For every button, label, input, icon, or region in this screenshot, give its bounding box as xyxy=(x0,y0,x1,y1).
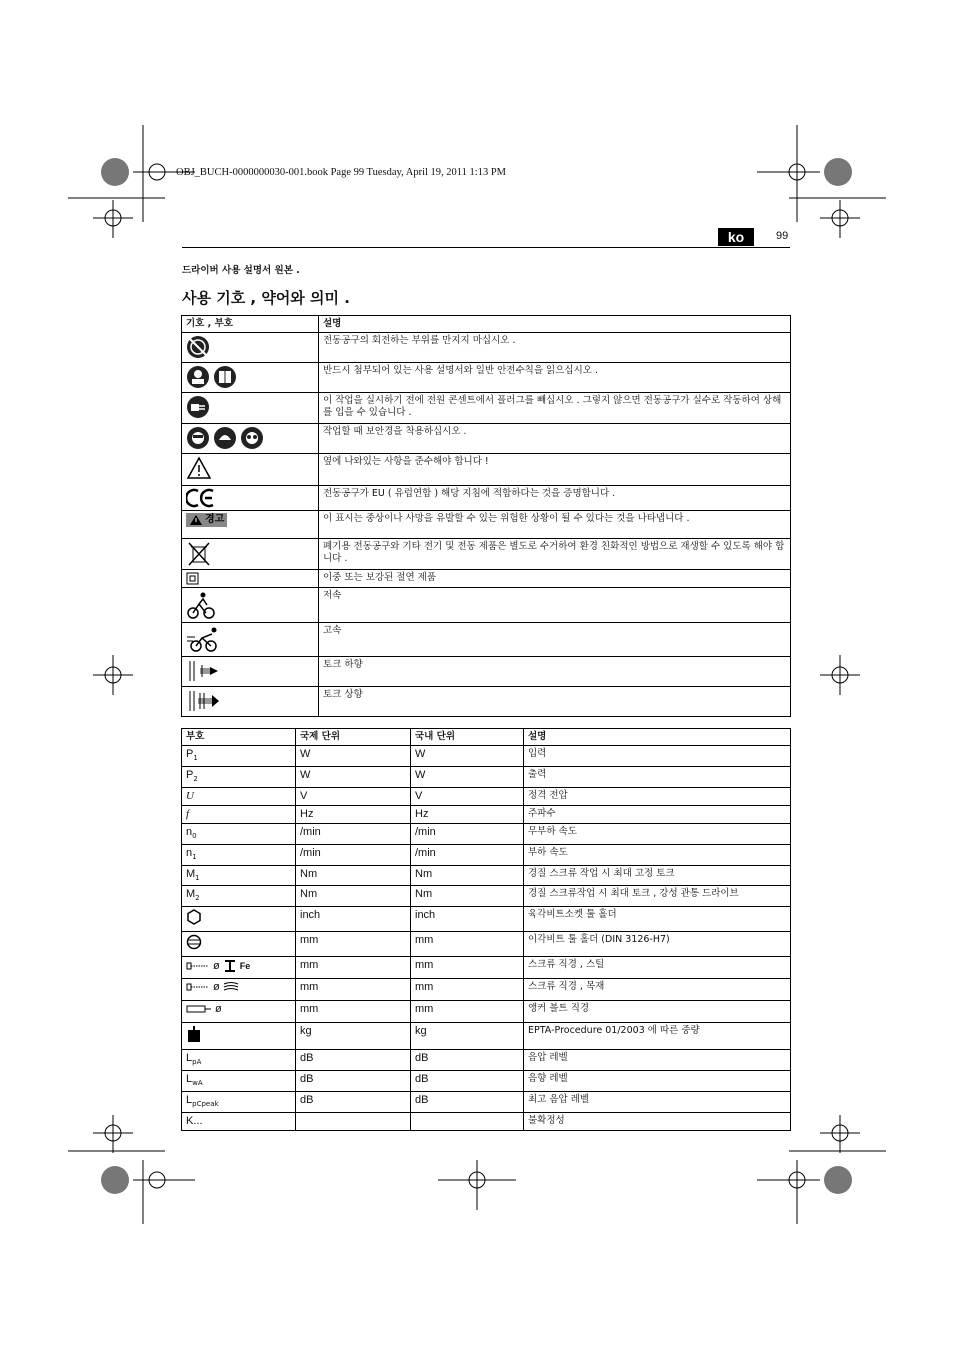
unit-symbol: L xyxy=(186,1052,193,1065)
double-insulation-icon xyxy=(186,572,314,585)
row-desc: 이각비트 툴 홀더 (DIN 3126-H7) xyxy=(524,932,791,957)
unit-symbol: L xyxy=(186,1094,193,1107)
table-header-row xyxy=(182,316,791,333)
header-rule xyxy=(182,247,790,248)
table-row xyxy=(182,766,791,787)
table-row xyxy=(182,844,791,865)
local-unit: Nm xyxy=(411,865,524,886)
si-unit: /min xyxy=(296,844,411,865)
section-heading: 사용 기호 , 약어와 의미 . xyxy=(182,289,350,307)
row-desc: 육각비트소켓 툴 홀더 xyxy=(524,907,791,932)
warning-triangle-icon xyxy=(186,456,314,480)
table-row xyxy=(182,1071,791,1092)
local-unit: inch xyxy=(411,907,524,932)
col-desc-header: 설명 xyxy=(319,316,791,333)
local-unit: mm xyxy=(411,1001,524,1023)
table-row xyxy=(182,979,791,1001)
local-unit: W xyxy=(411,766,524,787)
col-symbol-header: 부호 xyxy=(182,729,296,746)
hex-socket-icon xyxy=(186,909,202,925)
unit-subscript: 1 xyxy=(192,852,197,861)
local-unit: dB xyxy=(411,1092,524,1113)
row-desc: 무부하 속도 xyxy=(524,823,791,844)
si-unit: mm xyxy=(296,932,411,957)
table-row xyxy=(182,657,791,687)
unit-subscript: pCpeak xyxy=(192,1100,219,1109)
local-unit xyxy=(411,1113,524,1131)
weight-icon xyxy=(186,1025,202,1043)
si-unit: W xyxy=(296,766,411,787)
units-table xyxy=(181,728,791,1131)
unit-subscript: 1 xyxy=(193,753,198,762)
unit-symbol: f xyxy=(186,807,190,820)
units-body xyxy=(182,746,791,1131)
table-row xyxy=(182,333,791,363)
row-desc: 경질 스크류 작업 시 최대 고정 토크 xyxy=(524,865,791,886)
unit-symbol: P xyxy=(186,768,194,781)
si-unit: mm xyxy=(296,979,411,1001)
table-row xyxy=(182,539,791,570)
row-desc: 폐기용 전동공구와 기타 전기 및 전동 제품은 별도로 수거하여 환경 친화적인 방법으로 재생할 수 있도록 해야 합니다 . xyxy=(319,539,791,570)
table-row xyxy=(182,1092,791,1113)
diameter-sign: ø xyxy=(213,981,220,994)
table-row xyxy=(182,746,791,767)
row-desc: 스크류 직경 , 목재 xyxy=(524,979,791,1001)
table-row xyxy=(182,886,791,907)
table-row xyxy=(182,393,791,424)
row-desc: 옆에 나와있는 사항을 준수해야 합니다 ! xyxy=(319,454,791,486)
table-row xyxy=(182,687,791,717)
table-row xyxy=(182,907,791,932)
si-unit: mm xyxy=(296,1001,411,1023)
steel-beam-icon xyxy=(223,959,237,973)
no-touch-icon xyxy=(186,335,314,359)
row-desc: 정격 전압 xyxy=(524,787,791,805)
table-row xyxy=(182,424,791,454)
row-desc: 이 작업을 실시하기 전에 전원 콘센트에서 플러그를 빼십시오 . 그렇지 않으면 전동공구가 실수로 작동하여 상해를 입을 수 있습니다 . xyxy=(319,393,791,424)
warning-badge-icon xyxy=(186,513,227,527)
local-unit: /min xyxy=(411,844,524,865)
unit-symbol: K... xyxy=(186,1115,203,1128)
unit-symbol: M xyxy=(186,888,196,901)
table-row xyxy=(182,823,791,844)
torque-high-icon xyxy=(186,689,314,713)
si-unit: inch xyxy=(296,907,411,932)
row-desc: 입력 xyxy=(524,746,791,767)
table-row xyxy=(182,957,791,979)
read-manual-icon xyxy=(186,365,314,389)
table-row xyxy=(182,1001,791,1023)
diameter-sign: ø xyxy=(215,1003,222,1016)
slow-speed-icon xyxy=(186,590,314,620)
row-desc: 전동공구가 EU ( 유럽연합 ) 해당 지침에 적합하다는 것을 증명합니다 . xyxy=(319,486,791,511)
anchor-bolt-icon xyxy=(186,1004,212,1014)
warning-badge-label: 경고 xyxy=(205,514,225,525)
table-row xyxy=(182,805,791,823)
page-number: 99 xyxy=(776,230,789,242)
two-flat-bit-icon xyxy=(186,934,202,950)
table-row xyxy=(182,787,791,805)
col-si-header: 국제 단위 xyxy=(296,729,411,746)
local-unit: dB xyxy=(411,1050,524,1071)
local-unit: V xyxy=(411,787,524,805)
si-unit: dB xyxy=(296,1050,411,1071)
si-unit: dB xyxy=(296,1092,411,1113)
row-desc: 토크 하향 xyxy=(319,657,791,687)
unit-subscript: 2 xyxy=(195,894,200,903)
screw-steel-icon xyxy=(186,961,210,971)
row-desc: 음향 레벨 xyxy=(524,1071,791,1092)
table-row xyxy=(182,1050,791,1071)
si-unit: W xyxy=(296,746,411,767)
table-row xyxy=(182,865,791,886)
table-row xyxy=(182,454,791,486)
si-unit: Hz xyxy=(296,805,411,823)
si-unit: mm xyxy=(296,957,411,979)
unit-symbol: M xyxy=(186,867,196,880)
screw-wood-icon xyxy=(186,982,210,992)
ce-mark-icon xyxy=(186,488,314,508)
book-info-line: OBJ_BUCH-0000000030-001.book Page 99 Tuesday, April 19, 2011 1:13 PM xyxy=(176,167,506,178)
row-desc: 주파수 xyxy=(524,805,791,823)
local-unit: mm xyxy=(411,957,524,979)
row-desc: 전동공구의 회전하는 부위를 만지지 마십시오 . xyxy=(319,333,791,363)
col-desc-header: 설명 xyxy=(524,729,791,746)
row-desc: 고속 xyxy=(319,623,791,657)
row-desc: 음압 레벨 xyxy=(524,1050,791,1071)
symbols-table xyxy=(181,315,791,717)
si-unit: V xyxy=(296,787,411,805)
row-desc: 작업할 때 보안경을 착용하십시오 . xyxy=(319,424,791,454)
row-desc: 최고 음압 레벨 xyxy=(524,1092,791,1113)
row-desc: 스크류 직경 , 스틸 xyxy=(524,957,791,979)
unit-subscript: wA xyxy=(192,1079,203,1088)
table-row xyxy=(182,363,791,393)
si-unit: Nm xyxy=(296,886,411,907)
local-unit: dB xyxy=(411,1071,524,1092)
row-desc: 출력 xyxy=(524,766,791,787)
unit-subscript: pA xyxy=(192,1058,202,1067)
table-row xyxy=(182,623,791,657)
local-unit: mm xyxy=(411,932,524,957)
local-unit: kg xyxy=(411,1023,524,1050)
row-desc: 반드시 첨부되어 있는 사용 설명서와 일반 안전수칙을 읽으십시오 . xyxy=(319,363,791,393)
diameter-sign: ø xyxy=(213,960,220,973)
unit-symbol: P xyxy=(186,748,194,760)
col-local-header: 국내 단위 xyxy=(411,729,524,746)
local-unit: /min xyxy=(411,823,524,844)
row-desc: EPTA-Procedure 01/2003 에 따른 중량 xyxy=(524,1023,791,1050)
si-unit: Nm xyxy=(296,865,411,886)
local-unit: Hz xyxy=(411,805,524,823)
unit-symbol: n xyxy=(186,846,193,859)
torque-low-icon xyxy=(186,659,314,683)
table-row xyxy=(182,932,791,957)
row-desc: 저속 xyxy=(319,588,791,623)
table-row xyxy=(182,1113,791,1131)
table-header-row xyxy=(182,729,791,746)
row-desc: 경질 스크류작업 시 최대 토크 , 강성 관통 드라이브 xyxy=(524,886,791,907)
si-unit: kg xyxy=(296,1023,411,1050)
local-unit: mm xyxy=(411,979,524,1001)
unit-symbol: L xyxy=(186,1073,193,1086)
unit-subscript: 2 xyxy=(193,774,198,783)
wood-grain-icon xyxy=(223,981,239,993)
row-desc: 토크 상향 xyxy=(319,687,791,717)
local-unit: W xyxy=(411,746,524,767)
unit-subscript: 1 xyxy=(195,873,200,882)
row-desc: 앵커 볼트 직경 xyxy=(524,1001,791,1023)
unit-symbol: n xyxy=(186,825,193,838)
high-speed-icon xyxy=(186,625,314,653)
unplug-icon xyxy=(186,395,314,419)
table-row xyxy=(182,486,791,511)
table-row xyxy=(182,588,791,623)
row-desc: 이중 또는 보강된 절연 제품 xyxy=(319,570,791,588)
protective-gear-icon xyxy=(186,426,314,450)
si-unit: /min xyxy=(296,823,411,844)
row-desc: 이 표시는 중상이나 사망을 유발할 수 있는 위험한 상황이 될 수 있다는 것을 나타냅니다 . xyxy=(319,511,791,539)
table-row xyxy=(182,1023,791,1050)
si-unit: dB xyxy=(296,1071,411,1092)
si-unit xyxy=(296,1113,411,1131)
weee-bin-icon xyxy=(186,541,314,567)
unit-subscript: 0 xyxy=(192,831,197,840)
language-tag: ko xyxy=(718,228,754,246)
unit-symbol: U xyxy=(186,789,194,802)
table-row xyxy=(182,511,791,539)
local-unit: Nm xyxy=(411,886,524,907)
row-desc: 불확정성 xyxy=(524,1113,791,1131)
fe-label: Fe xyxy=(239,961,251,972)
table-row xyxy=(182,570,791,588)
col-symbol-header: 기호 , 부호 xyxy=(182,316,319,333)
subtitle: 드라이버 사용 설명서 원본 . xyxy=(182,265,300,276)
row-desc: 부하 속도 xyxy=(524,844,791,865)
